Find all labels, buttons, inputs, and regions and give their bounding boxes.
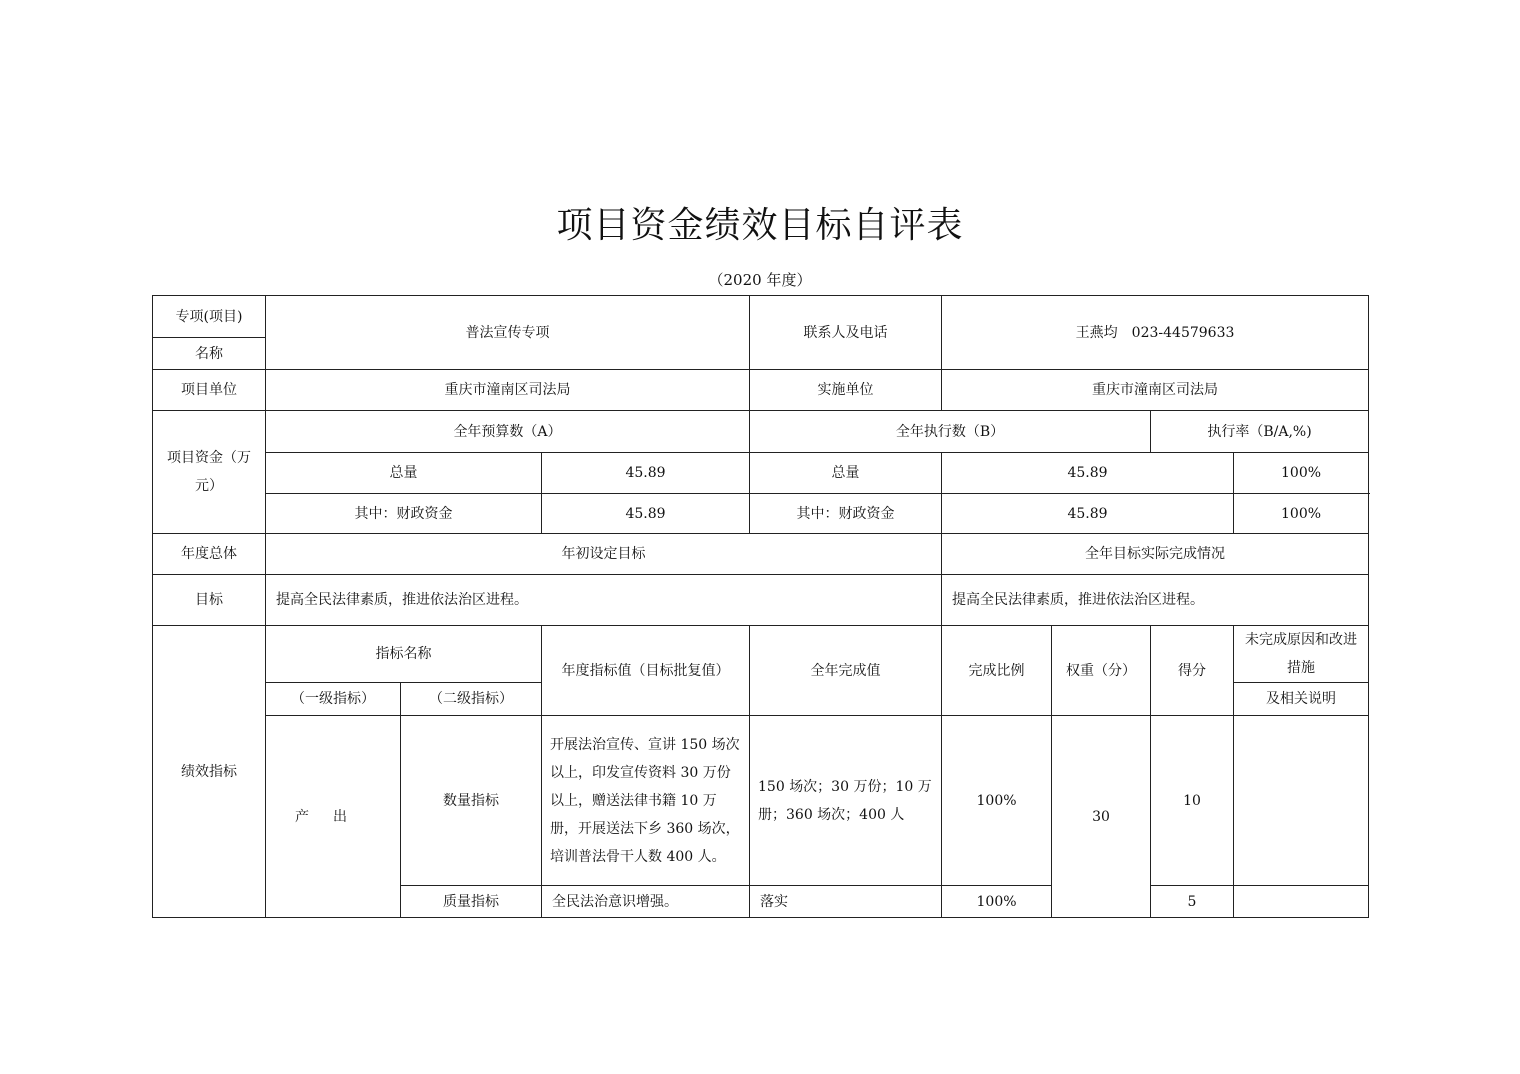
indicator-actual-value: 150 场次；30 万份；10 万册；360 场次；400 人 bbox=[750, 716, 942, 886]
indicator-score-value: 10 bbox=[1151, 716, 1234, 886]
exec-header: 全年执行数（B） bbox=[750, 411, 1151, 453]
indicator-level2-value: 数量指标 bbox=[401, 716, 542, 886]
indicator-score-header: 得分 bbox=[1151, 626, 1234, 716]
project-name-label-2: 名称 bbox=[153, 338, 266, 370]
funds-row-rate: 100% bbox=[1234, 453, 1369, 494]
indicator-ratio-header: 完成比例 bbox=[942, 626, 1052, 716]
page-title: 项目资金绩效目标自评表 bbox=[556, 205, 964, 246]
indicator-level2-header: （二级指标） bbox=[401, 683, 542, 716]
indicators-label: 绩效指标 bbox=[153, 626, 266, 918]
indicator-score-value: 5 bbox=[1151, 886, 1234, 918]
indicator-level1-header: （一级指标） bbox=[266, 683, 401, 716]
rate-header: 执行率（B/A,%) bbox=[1151, 411, 1369, 453]
indicator-actual-value: 落实 bbox=[750, 886, 942, 918]
funds-row-b-value: 45.89 bbox=[942, 453, 1234, 494]
funds-label: 项目资金（万元） bbox=[153, 411, 266, 534]
funds-row-b-label: 总量 bbox=[750, 453, 942, 494]
indicator-name-header: 指标名称 bbox=[266, 626, 542, 683]
indicator-target-header: 年度指标值（目标批复值） bbox=[542, 626, 750, 716]
funds-row-a-value: 45.89 bbox=[542, 494, 750, 534]
goal-label-1: 年度总体 bbox=[153, 534, 266, 575]
indicator-target-value: 全民法治意识增强。 bbox=[542, 886, 750, 918]
goal-set-value: 提高全民法律素质，推进依法治区进程。 bbox=[266, 575, 942, 626]
project-unit-value: 重庆市潼南区司法局 bbox=[266, 370, 750, 411]
indicator-level2-value: 质量指标 bbox=[401, 886, 542, 918]
indicator-reason-value bbox=[1234, 886, 1369, 918]
goal-actual-value: 提高全民法律素质，推进依法治区进程。 bbox=[942, 575, 1369, 626]
impl-unit-label: 实施单位 bbox=[750, 370, 942, 411]
project-name-label-1: 专项(项目) bbox=[153, 296, 266, 338]
funds-row-b-label: 其中：财政资金 bbox=[750, 494, 942, 534]
indicator-weight-value: 30 bbox=[1052, 716, 1151, 918]
contact-value: 王燕均 023-44579633 bbox=[942, 296, 1369, 370]
indicator-weight-header: 权重（分） bbox=[1052, 626, 1151, 716]
funds-row-a-value: 45.89 bbox=[542, 453, 750, 494]
indicator-ratio-value: 100% bbox=[942, 716, 1052, 886]
self-evaluation-table bbox=[152, 295, 1369, 918]
project-name-value: 普法宣传专项 bbox=[266, 296, 750, 370]
budget-header: 全年预算数（A） bbox=[266, 411, 750, 453]
goal-label-2: 目标 bbox=[153, 575, 266, 626]
indicator-ratio-value: 100% bbox=[942, 886, 1052, 918]
impl-unit-value: 重庆市潼南区司法局 bbox=[942, 370, 1369, 411]
indicator-actual-header: 全年完成值 bbox=[750, 626, 942, 716]
indicator-target-value: 开展法治宣传、宣讲 150 场次以上，印发宣传资料 30 万份以上，赠送法律书籍 10 万册，开展送法下乡 360 场次，培训普法骨干人数 400 人。 bbox=[542, 716, 750, 886]
funds-row-rate: 100% bbox=[1234, 494, 1369, 534]
page-subtitle: （2020 年度） bbox=[708, 271, 812, 289]
contact-label: 联系人及电话 bbox=[750, 296, 942, 370]
indicator-reason-value bbox=[1234, 716, 1369, 886]
indicator-level1-value: 产出 bbox=[266, 716, 401, 918]
project-unit-label: 项目单位 bbox=[153, 370, 266, 411]
indicator-reason-header-1: 未完成原因和改进措施 bbox=[1234, 626, 1369, 683]
indicator-reason-header-2: 及相关说明 bbox=[1234, 683, 1369, 716]
goal-set-header: 年初设定目标 bbox=[266, 534, 942, 575]
goal-actual-header: 全年目标实际完成情况 bbox=[942, 534, 1369, 575]
funds-row-b-value: 45.89 bbox=[942, 494, 1234, 534]
funds-row-a-label: 其中：财政资金 bbox=[266, 494, 542, 534]
funds-row-a-label: 总量 bbox=[266, 453, 542, 494]
